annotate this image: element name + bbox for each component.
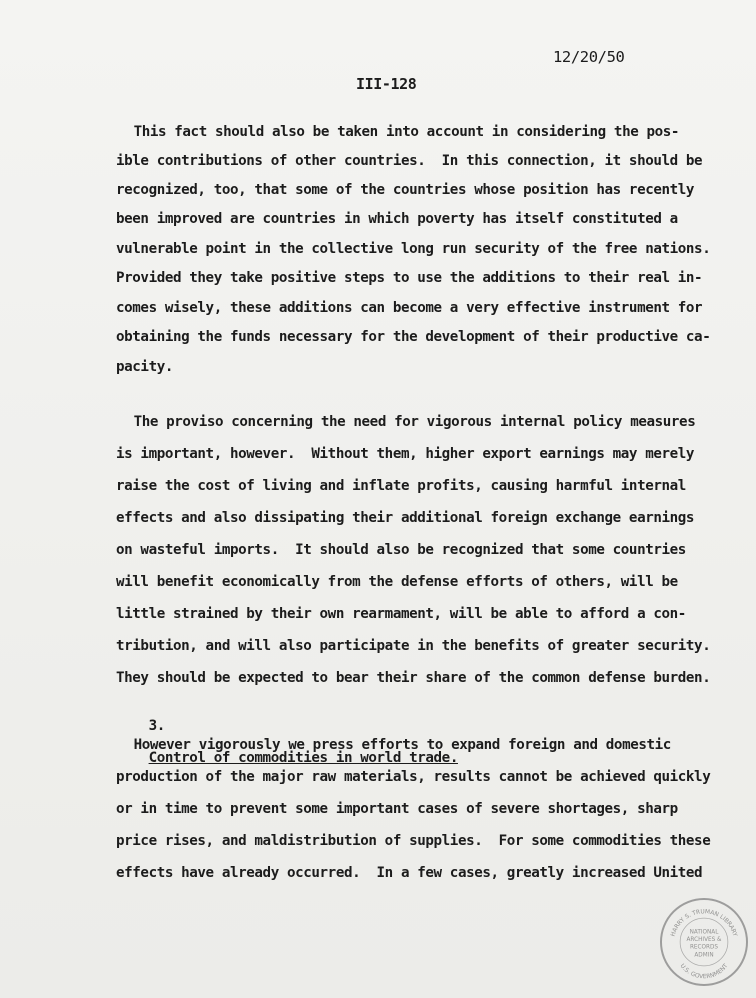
svg-text:RECORDS: RECORDS — [689, 944, 719, 951]
paragraph-line: will benefit economically from the defense efforts of others, will be — [116, 574, 678, 590]
paragraph-line: obtaining the funds necessary for the development of their productive ca- — [116, 329, 711, 345]
paragraph-line: ible contributions of other countries. In this connection, it should be — [116, 153, 703, 169]
paragraph-line: pacity. — [116, 359, 173, 375]
paragraph-line: Provided they take positive steps to use the additions to their real in- — [116, 270, 703, 286]
svg-text:ARCHIVES &: ARCHIVES & — [686, 937, 722, 944]
paragraph-line: comes wisely, these additions can become a very effective instrument for — [116, 300, 703, 316]
document-date: 12/20/50 — [553, 48, 625, 66]
archive-stamp — [660, 898, 748, 986]
svg-text:ADMIN: ADMIN — [694, 952, 714, 959]
paragraph-1 — [101, 124, 711, 375]
paragraph-line: They should be expected to bear their share of the common defense burden. — [116, 670, 711, 686]
paragraph-line: or in time to prevent some important cases of severe shortages, sharp — [116, 801, 678, 817]
section-number: 3. — [148, 718, 165, 734]
svg-text:HARRY S. TRUMAN LIBRARY: HARRY S. TRUMAN LIBRARY — [670, 909, 738, 938]
paragraph-line: The proviso concerning the need for vigorous internal policy measures — [101, 414, 696, 430]
paragraph-2 — [101, 414, 711, 686]
page-number: III-128 — [356, 75, 417, 93]
paragraph-line: vulnerable point in the collective long run security of the free nations. — [116, 241, 711, 257]
paragraph-line: effects have already occurred. In a few cases, greatly increased United — [116, 865, 703, 881]
paragraph-line: recognized, too, that some of the countries whose position has recently — [116, 182, 695, 198]
paragraph-line: production of the major raw materials, results cannot be achieved quickly — [116, 769, 711, 785]
paragraph-line: price rises, and maldistribution of supplies. For some commodities these — [116, 833, 711, 849]
paragraph-line: on wasteful imports. It should also be recognized that some countries — [116, 542, 686, 558]
paragraph-line: This fact should also be taken into account in considering the pos- — [101, 124, 680, 140]
paragraph-line: little strained by their own rearmament, will be able to afford a con- — [116, 606, 686, 622]
svg-text:NATIONAL: NATIONAL — [689, 929, 719, 936]
svg-text:U.S. GOVERNMENT: U.S. GOVERNMENT — [678, 963, 730, 981]
section-title: Control of commodities in world trade. — [148, 750, 458, 766]
paragraph-line: effects and also dissipating their additional foreign exchange earnings — [116, 510, 695, 526]
paragraph-line: been improved are countries in which poverty has itself constituted a — [116, 211, 678, 227]
paragraph-line: raise the cost of living and inflate profits, causing harmful internal — [116, 478, 686, 494]
paragraph-line: tribution, and will also participate in the benefits of greater security. — [116, 638, 711, 654]
paragraph-line: is important, however. Without them, higher export earnings may merely — [116, 446, 695, 462]
archive-stamp-icon — [662, 900, 746, 984]
paragraph-line: However vigorously we press efforts to expand foreign and domestic — [101, 737, 671, 753]
